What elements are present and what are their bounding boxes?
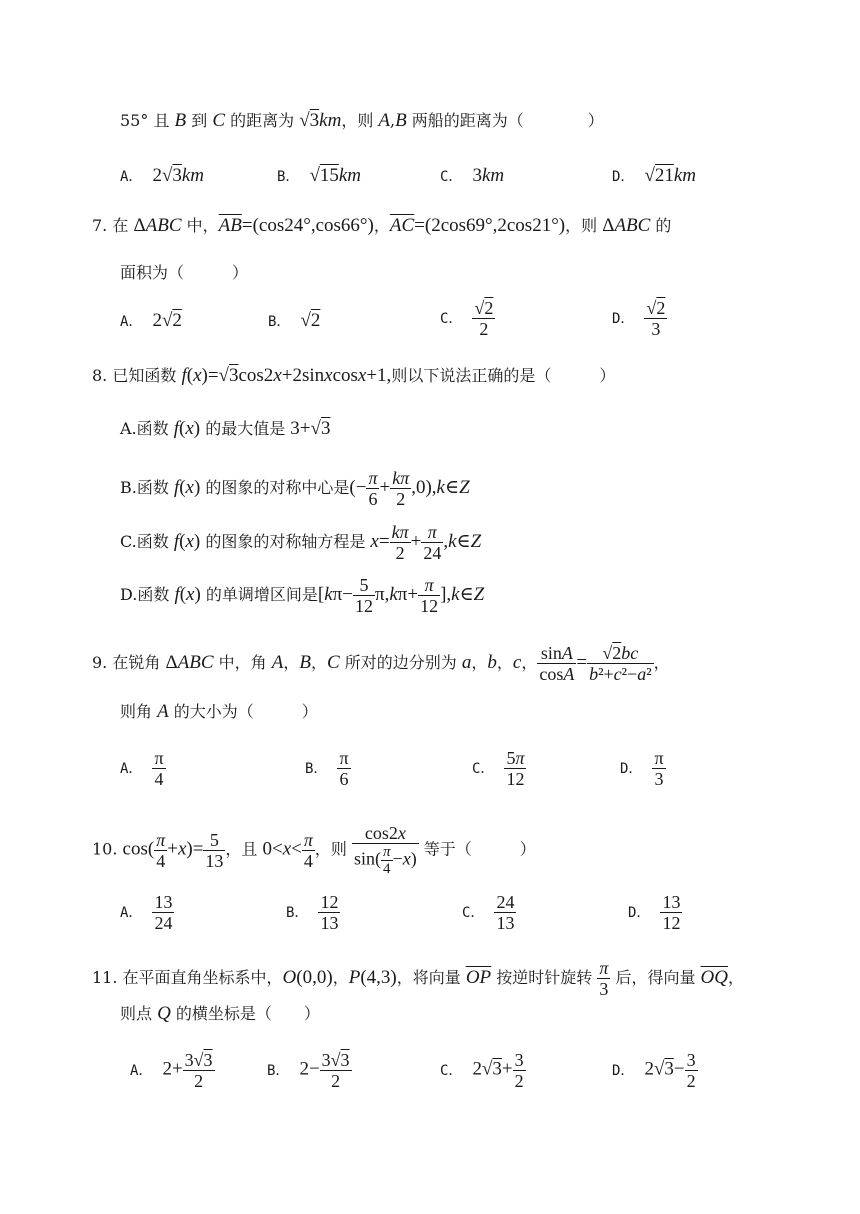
q10-option-a[interactable]: A． $\frac{13}{24}$ bbox=[120, 892, 173, 933]
q10-option-d[interactable]: D． $\frac{13}{12}$ bbox=[628, 892, 681, 933]
q8-choice-a[interactable]: A.函数 f(x) 的最大值是 3+√3 bbox=[120, 418, 331, 439]
q9-option-b[interactable]: B． $\frac{\pi}{6}$ bbox=[305, 748, 349, 789]
q11-option-b[interactable]: B． 2− $\frac{3√3}{2}$ bbox=[267, 1050, 350, 1091]
q11-line2: 则点 Q 的横坐标是（ ） bbox=[120, 1003, 320, 1024]
q9-option-d[interactable]: D． $\frac{\pi}{3}$ bbox=[620, 748, 664, 789]
q11-line1: 11. 在平面直角坐标系中，O(0,0)，P(4,3)，将向量 $\overline{OP}$ 按逆时针旋转 $\frac{\pi}{3}$ 后，得向量 $\overline{OQ}$， bbox=[92, 958, 745, 999]
q9-option-a[interactable]: A． $\frac{\pi}{4}$ bbox=[120, 748, 164, 789]
q6-option-a[interactable]: A． 2√3km bbox=[120, 165, 205, 186]
q8-choice-d[interactable]: D.函数 f(x) 的单调增区间是[kπ− $\frac{5}{12}$ π,kπ+ $\frac{\pi}{12}$ ],k∈Z bbox=[120, 575, 485, 616]
q9-line2: 则角 A 的大小为（ ） bbox=[120, 701, 318, 722]
q6-option-d[interactable]: D． √21km bbox=[612, 165, 697, 186]
q6-tail: 55° 且 B 到 C 的距离为 √3km，则 A,B 两船的距离为（ ） bbox=[120, 110, 604, 131]
q7-option-d[interactable]: D． $\frac{√2}{3}$ bbox=[612, 298, 666, 339]
q7-option-a[interactable]: A． 2√2 bbox=[120, 310, 182, 331]
q8-choice-b[interactable]: B.函数 f(x) 的图象的对称中心是(− $\frac{\pi}{6}$ + $\frac{k\pi}{2}$ ,0),k∈Z bbox=[120, 468, 470, 509]
q11-option-a[interactable]: A． 2+ $\frac{3√3}{2}$ bbox=[130, 1050, 213, 1091]
q6-option-c[interactable]: C． 3km bbox=[440, 165, 505, 186]
q6-option-b[interactable]: B． √15km bbox=[277, 165, 362, 186]
q10-line: 10. cos( $\frac{\pi}{4}$ +x)= $\frac{5}{13}$ ，且 0<x< $\frac{\pi}{4}$ ，则 cos2x sin( $\frac{\pi}{4}$ −x) 等于（ ） bbox=[92, 823, 536, 877]
q11-option-d[interactable]: D． 2√3− $\frac{3}{2}$ bbox=[612, 1050, 696, 1091]
q7-option-c[interactable]: C． $\frac{√2}{2}$ bbox=[440, 298, 494, 339]
q7-line2: 面积为（ ） bbox=[120, 263, 249, 282]
q10-option-c[interactable]: C． $\frac{24}{13}$ bbox=[462, 892, 515, 933]
q7-line1: 7. 在 ΔABC 中，$\overline{AB}=(\cos 24^\circ,\cos 66^\circ)$，$\overline{AC}=(2\cos 69^\circ,2\cos 21^\circ)$，则 ΔABC 的 bbox=[92, 215, 672, 236]
q9-line1: 9. 在锐角 ΔABC 中，角 A，B，C 所对的边分别为 a，b，c， $\frac{\sin A}{\cos A}$ = $\frac{√2bc}{\text{b²+c²−a²}}$ ， bbox=[92, 643, 670, 684]
q8-stem: 8. 已知函数 f(x)=√3cos2x+2sinxcosx+1,则以下说法正确的是（ ） bbox=[92, 365, 616, 386]
q7-option-b[interactable]: B． √2 bbox=[268, 310, 321, 331]
q8-choice-c[interactable]: C.函数 f(x) 的图象的对称轴方程是 x= $\frac{k\pi}{2}$ + $\frac{\pi}{24}$ ,k∈Z bbox=[120, 522, 482, 563]
q10-option-b[interactable]: B． $\frac{12}{13}$ bbox=[286, 892, 339, 933]
q11-option-c[interactable]: C． 2√3+ $\frac{3}{2}$ bbox=[440, 1050, 524, 1091]
q9-option-c[interactable]: C． $\frac{5\pi}{12}$ bbox=[472, 748, 525, 789]
